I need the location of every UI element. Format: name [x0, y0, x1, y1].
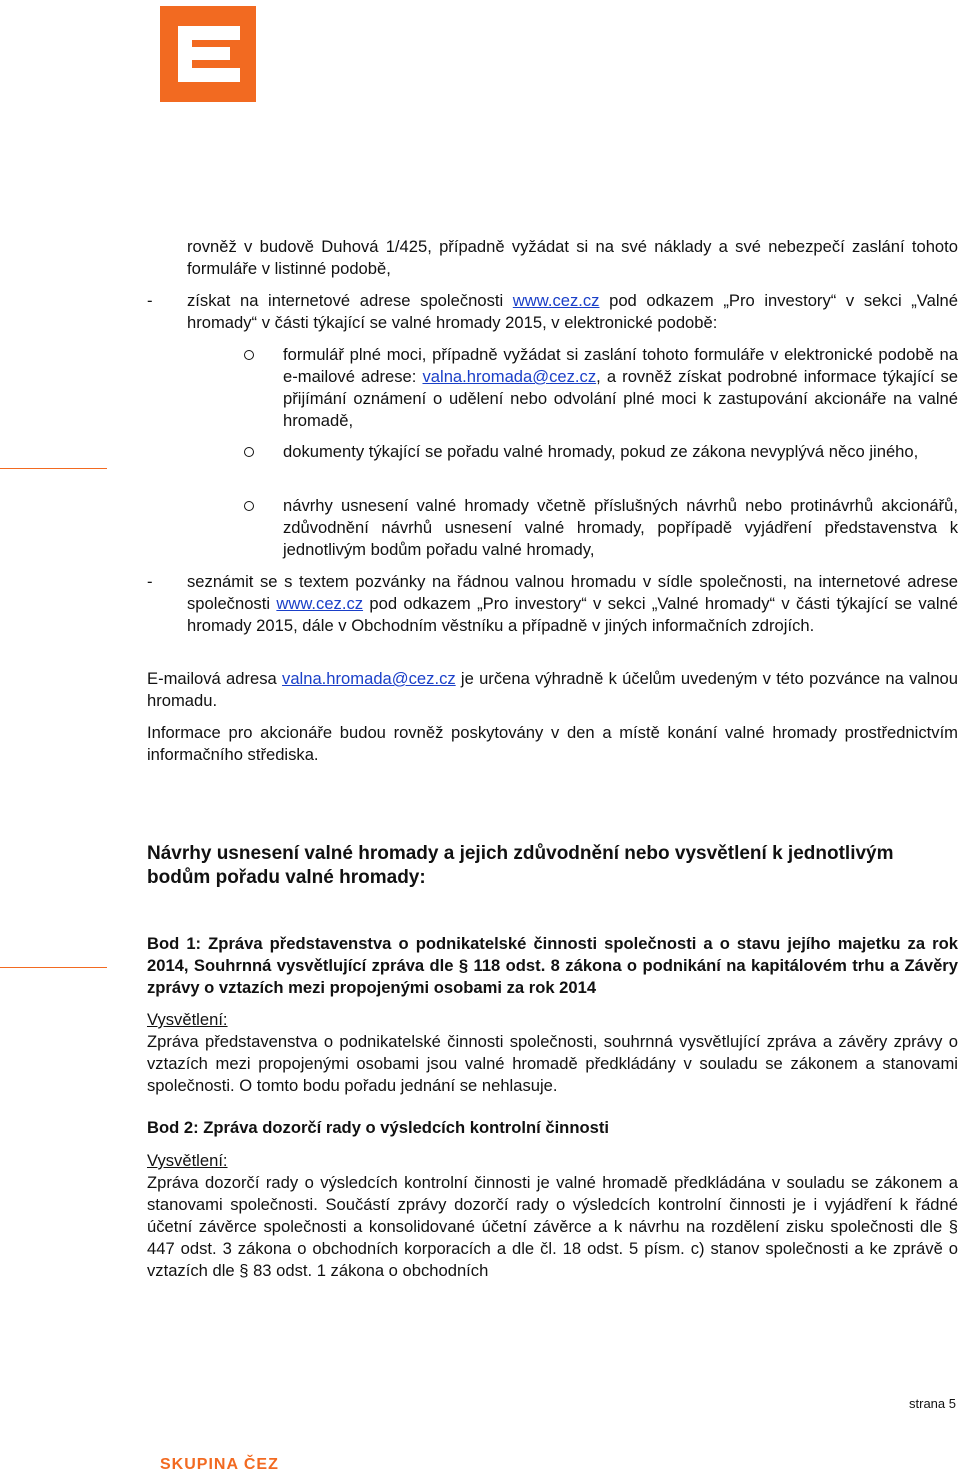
page-number: strana 5 — [909, 1396, 956, 1411]
dash-bullet: - — [147, 291, 153, 310]
info-paragraph: Informace pro akcionáře budou rovněž poskytovány v den a místě konání valné hromady prostřednictvím informačního střediska. — [147, 723, 958, 764]
circle-bullet-icon — [244, 447, 254, 457]
circle-bullet-icon — [244, 501, 254, 511]
list-item-read-invitation: seznámit se s textem pozvánky na řádnou valnou hromadu v sídle společnosti, na internetové adrese společnosti www.cez.cz pod odkazem „Pro investory“ v sekci „Valné hromady“ v části týkající se valné hromady 2015, dále v Obchodním věstníku a případně v jiných informačních zdrojích. — [187, 572, 958, 635]
sub-list-item: dokumenty týkající se pořadu valné hromady, pokud ze zákona nevyplývá něco jiného, — [283, 442, 919, 461]
margin-mark — [0, 967, 107, 968]
cez-website-link[interactable]: www.cez.cz — [276, 594, 364, 613]
skupina-cez-logo: SKUPINA ČEZ — [160, 1456, 279, 1473]
email-paragraph: E-mailová adresa valna.hromada@cez.cz je určena výhradně k účelům uvedeným v této pozvánce na valnou hromadu. — [147, 669, 959, 710]
email-link[interactable]: valna.hromada@cez.cz — [422, 367, 597, 386]
cez-website-link[interactable]: www.cez.cz — [512, 291, 600, 310]
continuation-paragraph — [187, 236, 958, 280]
circle-bullet-icon — [244, 350, 254, 360]
email-link[interactable]: valna.hromada@cez.cz — [282, 669, 456, 688]
agenda-item-1-explanation: Zpráva představenstva o podnikatelské činnosti společnosti, souhrnná vysvětlující zpráva a závěry zprávy o vztazích mezi propojenými osobami jsou valné hromadě předkládány v souladu se zákonem a stanovami společnosti. O tomto bodu pořadu jednání se nehlasuje. — [147, 1032, 958, 1095]
margin-mark — [0, 468, 107, 469]
explanation-label: Vysvětlení: — [147, 1151, 228, 1170]
cez-logo-icon — [160, 6, 256, 102]
agenda-item-2-title: Bod 2: Zpráva dozorčí rady o výsledcích kontrolní činnosti — [147, 1118, 609, 1137]
paragraph-text: rovněž v budově Duhová 1/425, případně vyžádat si na své náklady a své nebezpečí zaslání tohoto formuláře v listinné podobě, — [187, 237, 958, 278]
sub-list-item: formulář plné moci, případně vyžádat si zaslání tohoto formuláře v elektronické podobě na e-mailové adrese: valna.hromada@cez.cz, a rovněž získat podrobné informace týkající se přijímání oznámení o udělení nebo odvolání plné moci k zastupování akcionáře na valné hromadě, — [283, 345, 958, 430]
sub-list-item: návrhy usnesení valné hromady včetně příslušných návrhů nebo protinávrhů akcionářů, zdůvodnění návrhů usnesení valné hromady, popřípadě vyjádření představenstva k jednotlivým bodům pořadu valné hromady, — [283, 496, 958, 559]
agenda-item-2-explanation: Zpráva dozorčí rady o výsledcích kontrolní činnosti je valné hromadě předkládána v souladu se zákonem a stanovami společnosti. Součástí zprávy dozorčí rady o výsledcích kontrolní činnosti je i vyjádření k řádné účetní závěrce společnosti a konsolidované účetní závěrce a k návrhu na rozdělení zisku společnosti dle § 447 odst. 3 zákona o obchodních korporacích a dle čl. 18 odst. 5 písm. c) stanov společnosti a ke zprávě o vztazích dle § 83 odst. 1 zákona o obchodních — [147, 1173, 958, 1280]
section-heading: Návrhy usnesení valné hromady a jejich zdůvodnění nebo vysvětlení k jednotlivým bodům pořadu valné hromady: — [147, 843, 894, 888]
explanation-label: Vysvětlení: — [147, 1010, 228, 1029]
agenda-item-1-title: Bod 1: Zpráva představenstva o podnikatelské činnosti společnosti a o stavu jejího majetku za rok 2014, Souhrnná vysvětlující zpráva dle § 118 odst. 8 zákona o podnikání na kapitálovém trhu a Závěry zprávy o vztazích mezi propojenými osobami za rok 2014 — [147, 934, 958, 997]
list-item-get-online: získat na internetové adrese společnosti www.cez.cz pod odkazem „Pro investory“ v sekci „Valné hromady“ v části týkající se valné hromady 2015, v elektronické podobě: — [187, 291, 958, 332]
dash-bullet: - — [147, 572, 153, 591]
